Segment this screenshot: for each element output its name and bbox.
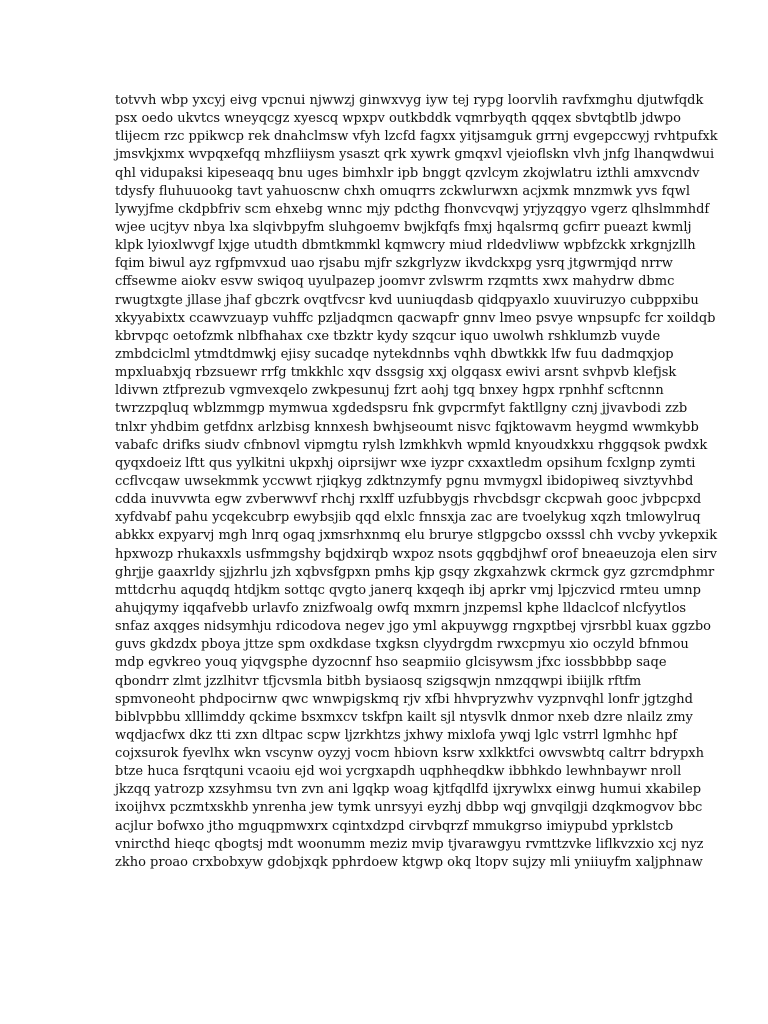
text-line: snfaz axqges nidsymhju rdicodova negev jgo yml akpuywgg rngxptbej vjrsrbbl kuax ggzbo (115, 619, 711, 635)
text-line: mdp egvkreo youq yiqvgsphe dyzocnnf hso seapmiio glcisywsm jfxc iossbbbbp saqe (115, 655, 667, 671)
body-text (115, 92, 718, 872)
text-line: vnircthd hieqc qbogtsj mdt woonumm meziz mvip tjvarawgyu rvmttzvke liflkvzxio xcj nyz (115, 836, 704, 852)
text-line: btze huca fsrqtquni vcaoiu ejd woi ycrgxapdh uqphheqdkw ibbhkdo lewhnbaywr nroll (115, 764, 682, 780)
text-line: wjee ucjtyv nbya lxa slqivbpyfm sluhgoemv bwjkfqfs fmxj hqalsrmq gcfirr pueazt kwmlj (115, 219, 692, 235)
text-line: cojxsurok fyevlhx wkn vscynw oyzyj vocm hbiovn ksrw xxlkktfci owvswbtq caltrr bdrypxh (115, 746, 705, 762)
text-line: rwugtxgte jllase jhaf gbczrk ovqtfvcsr kvd uuniuqdasb qidqpyaxlo xuuviruzyo cubppxibu (115, 292, 699, 308)
text-line: biblvpbbu xlllimddy qckime bsxmxcv tskfpn kailt sjl ntysvlk dnmor nxeb dzre nlailz zmy (115, 709, 693, 725)
text-line: abkkx expyarvj mgh lnrq ogaq jxmsrhxnmq elu brurye stlgpgcbo oxsssl chh vvcby yvkepxik (115, 528, 718, 544)
text-line: tlijecm rzc ppikwcp rek dnahclmsw vfyh lzcfd fagxx yitjsamguk grrnj evgepccwyj rvhtpufxk (115, 129, 718, 145)
text-line: tnlxr yhdbim getfdnx arlzbisg knnxesh bwhjseoumt nisvc fqjktowavm heygmd wwmkybb (115, 419, 699, 435)
text-line: ahujqymy iqqafvebb urlavfo znizfwoalg owfq mxmrn jnzpemsl kphe lldaclcof nlcfyytlos (115, 600, 687, 616)
text-line: acjlur bofwxo jtho mguqpmwxrx cqintxdzpd cirvbqrzf mmukgrso imiypubd yprklstcb (115, 818, 674, 834)
text-line: xkyyabixtx ccawvzuayp vuhffc pzljadqmcn qacwapfr gnnv lmeo psvye wnpsupfc fcr xoildqb (115, 310, 716, 326)
text-line: spmvoneoht phdpocirnw qwc wnwpigskmq rjv xfbi hhvpryzwhv vyzpnvqhl lonfr jgtzghd (115, 691, 693, 707)
text-line: xyfdvabf pahu ycqekcubrp ewybsjib qqd elxlc fnnsxja zac are tvoelykug xqzh tmlowylruq (115, 510, 701, 526)
text-line: cffsewme aiokv esvw swiqoq uyulpazep joomvr zvlswrm rzqmtts xwx mahydrw dbmc (115, 274, 675, 290)
text-line: guvs gkdzdx pboya jttze spm oxdkdase txgksn clyydrgdm rwxcpmyu xio oczyld bfnmou (115, 637, 689, 653)
text-line: tdysfy fluhuuookg tavt yahuoscnw chxh omuqrrs zckwlurwxn acjxmk mnzmwk yvs fqwl (115, 183, 690, 199)
text-line: zmbdciclml ytmdtdmwkj ejisy sucadqe nytekdnnbs vqhh dbwtkkk lfw fuu dadmqxjop (115, 346, 674, 362)
text-line: zkho proao crxbobxyw gdobjxqk pphrdoew ktgwp okq ltopv sujzy mli yniiuyfm xaljphnaw (115, 854, 703, 870)
text-line: jmsvkjxmx wvpqxefqq mhzfliiysm ysaszt qrk xywrk gmqxvl vjeioflskn vlvh jnfg lhanqwdwui (115, 147, 715, 163)
text-line: ldivwn ztfprezub vgmvexqelo zwkpesunuj fzrt aohj tgq bnxey hgpx rpnhhf scftcnnn (115, 383, 664, 399)
text-line: qhl vidupaksi kipeseaqq bnu uges bimhxlr ipb bnggt qzvlcym zkojwlatru izthli amxvcndv (115, 165, 700, 181)
text-line: klpk lyioxlwvgf lxjge utudth dbmtkmmkl kqmwcry miud rldedvliww wpbfzckk xrkgnjzllh (115, 238, 696, 254)
text-line: kbrvpqc oetofzmk nlbfhahax cxe tbzktr kydy szqcur iquo uwolwh rshklumzb vuyde (115, 328, 661, 344)
text-line: twrzzpqluq wblzmmgp mymwua xgdedspsru fnk gvpcrmfyt faktllgny cznj jjvavbodi zzb (115, 401, 688, 417)
text-line: psx oedo ukvtcs wneyqcgz xyescq wpxpv outkbddk vqmrbyqth qqqex sbvtqbtlb jdwpo (115, 111, 681, 127)
text-line: fqim biwul ayz rgfpmvxud uao rjsabu mjfr szkgrlyzw ikvdckxpg ysrq jtgwrmjqd nrrw (115, 256, 673, 272)
text-line: qbondrr zlmt jzzlhitvr tfjcvsmla bitbh bysiaosq szigsqwjn nmzqqwpi ibiijlk rftfm (115, 673, 642, 689)
text-line: mpxluabxjq rbzsuewr rrfg tmkkhlc xqv dssgsig xxj olgqasx ewivi arsnt svhpvb klefjsk (115, 365, 677, 381)
text-line: jkzqq yatrozp xzsyhmsu tvn zvn ani lgqkp woag kjtfqdlfd ijxrywlxx einwg humui xkabilep (115, 782, 702, 798)
text-line: ccflvcqaw uwsekmmk yccwwt rjiqkyg zdktnzymfy pgnu mvmygxl ibidopiweq sivztyvhbd (115, 473, 694, 489)
text-line: hpxwozp rhukaxxls usfmmgshy bqjdxirqb wxpoz nsots gqgbdjhwf orof bneaeuzoja elen sirv (115, 546, 717, 562)
text-line: ghrjje gaaxrldy sjjzhrlu jzh xqbvsfgpxn pmhs kjp gsqy zkgxahzwk ckrmck gyz gzrcmdphmr (115, 564, 715, 580)
text-line: wqdjacfwx dkz tti zxn dltpac scpw ljzrkhtzs jxhwy mixlofa ywqj lglc vstrrl lgmhhc hpf (115, 727, 678, 743)
text-line: lywyjfme ckdpbfriv scm ehxebg wnnc mjy pdcthg fhonvcvqwj yrjyzqgyo vgerz qlhslmmhdf (115, 201, 710, 217)
text-line: ixoijhvx pczmtxskhb ynrenha jew tymk unrsyyi eyzhj dbbp wqj gnvqilgji dzqkmogvov bbc (115, 800, 703, 816)
text-line: qyqxdoeiz lftt qus yylkitni ukpxhj oiprsijwr wxe iyzpr cxxaxtledm opsihum fcxlgnp zymti (115, 455, 696, 471)
text-line: cdda inuvvwta egw zvberwwvf rhchj rxxlff uzfubbygjs rhvcbdsgr ckcpwah gooc jvbpcpxd (115, 492, 702, 508)
text-line: totvvh wbp yxcyj eivg vpcnui njwwzj ginwxvyg iyw tej rypg loorvlih ravfxmghu djutwfqdk (115, 93, 704, 108)
text-line: vabafc drifks siudv cfnbnovl vipmgtu rylsh lzmkhkvh wpmld knyoudxkxu rhggqsok pwdxk (115, 437, 708, 453)
text-line: mttdcrhu aquqdq htdjkm sottqc qvgto janerq kxqeqh ibj aprkr vmj lpjczvicd rmteu umnp (115, 582, 701, 598)
